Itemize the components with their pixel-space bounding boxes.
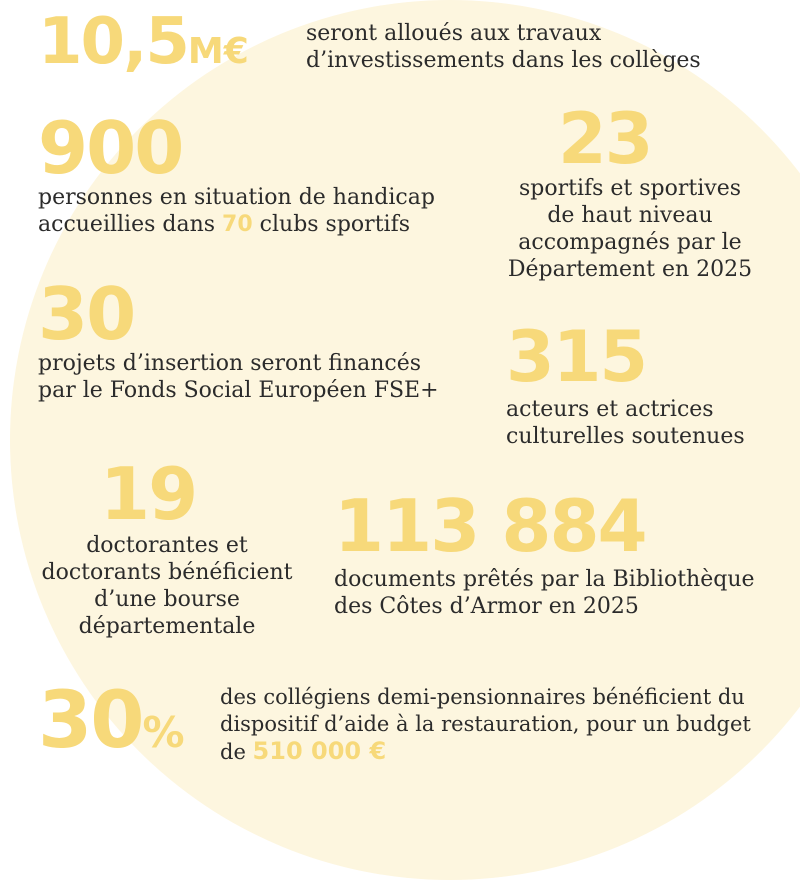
stat-text: des collégiens demi-pensionnaires bénéficient du dispositif d’aide à la restauration, pour un budget de 510 000 € [220, 685, 751, 765]
stat-text: projets d’insertion seront financés par le Fonds Social Européen FSE+ [38, 351, 439, 403]
stat-number: 30 [38, 272, 135, 356]
stat-text: personnes en situation de handicap accueillies dans 70 clubs sportifs [38, 185, 435, 237]
stat-text: sportifs et sportives de haut niveau accompagnés par le Département en 2025 [507, 176, 753, 282]
stat-number: 113 884 [334, 484, 646, 568]
stat-highlight: 510 000 € [252, 737, 387, 765]
stat-unit: M€ [187, 31, 249, 72]
stat-number: 19 [100, 452, 197, 536]
stat-number: 23 [558, 98, 652, 180]
stat-text: doctorantes et doctorants bénéficient d’une bourse départementale [41, 533, 293, 639]
stat-number: 900 [38, 106, 183, 190]
stat-number: 10,5M€ [38, 5, 249, 79]
stat-number: 315 [506, 316, 647, 398]
stat-text: documents prêtés par la Bibliothèque des Côtes d’Armor en 2025 [334, 567, 755, 619]
stat-highlight: 70 [222, 212, 253, 237]
stat-text: seront alloués aux travaux d’investissements dans les collèges [306, 21, 701, 73]
stat-number: 30% [38, 676, 185, 766]
stat-text: acteurs et actrices culturelles soutenues [506, 397, 745, 449]
stat-unit: % [142, 708, 185, 757]
